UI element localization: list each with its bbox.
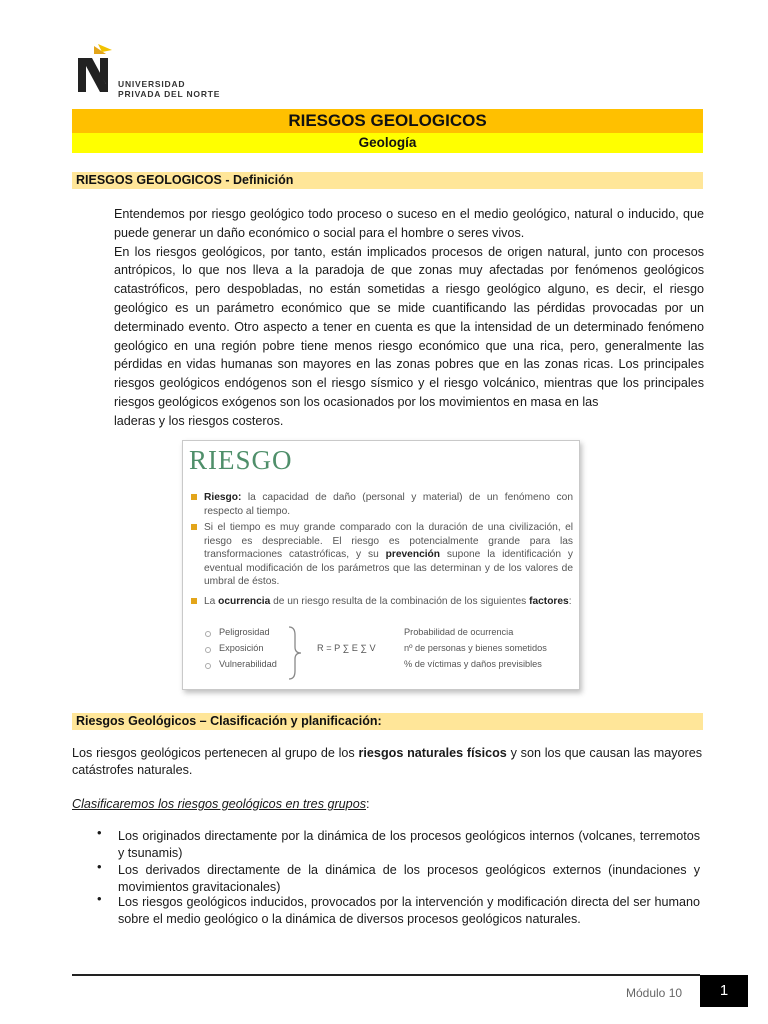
- circle-bullet-icon: [205, 631, 211, 637]
- description-victimas: % de víctimas y daños previsibles: [404, 659, 542, 669]
- factor-exposicion: Exposición: [219, 643, 264, 653]
- paragraph-2-end: laderas y los riesgos costeros.: [114, 413, 284, 428]
- circle-bullet-icon: [205, 663, 211, 669]
- figure-item-riesgo: [191, 491, 573, 518]
- footer-divider: [72, 974, 700, 976]
- description-personas: nº de personas y bienes sometidos: [404, 643, 547, 653]
- figure-item3-text-b: de un riesgo resulta de la combinación de los siguientes: [270, 596, 530, 607]
- document-title: RIESGOS GEOLOGICOS: [72, 109, 703, 133]
- intro-text-a: Los riesgos geológicos pertenecen al grupo de los: [72, 746, 359, 760]
- clasificacion-intro: [72, 745, 702, 778]
- groups-label: [72, 795, 702, 814]
- figure-title: RIESGO: [189, 445, 293, 475]
- factor-vulnerabilidad: Vulnerabilidad: [219, 659, 277, 669]
- definition-paragraph: [114, 205, 704, 431]
- description-probabilidad: Probabilidad de ocurrencia: [404, 627, 514, 637]
- bullet-icon: •: [97, 859, 102, 874]
- curly-brace-icon: [287, 625, 305, 681]
- groups-label-colon: :: [366, 797, 370, 811]
- list-item: Los riesgos geológicos inducidos, provocados por la intervención y modificación directa del ser humano sobre el medio geológico o la dinámica de diversos procesos geológicos naturales.: [118, 895, 700, 926]
- list-item: Los originados directamente por la dinámica de los procesos geológicos internos (volcanes, terremotos y tsunamis): [118, 829, 700, 860]
- riesgo-figure: [182, 440, 580, 690]
- paragraph-2: En los riesgos geológicos, por tanto, están implicados procesos de origen natural, junto con procesos antrópicos, lo que nos lleva a la paradoja de que zonas muy afectadas por fenómenos geológicos catastróficos, pero despobladas, no están sometidas a riesgo geológico alguno, es decir, el riesgo geológico es un parámetro económico que se mide cuantificando las pérdidas provocadas por un determinado evento. Otro aspecto a tener en cuenta es que la intensidad de un determinado fenómeno geológico en una región pobre tiene menos riesgo económico que una rica, pero, generalmente las pérdidas en vidas humanas son mayores en las zonas pobres que en las zonas ricas. Los principales riesgos geológicos endógenos son el riesgo sísmico y el riesgo volcánico, mientras que los principales riesgos geológicos exógenos son los ocasionados por los movimientos en masa en las: [114, 244, 704, 409]
- square-bullet-icon: [191, 524, 197, 530]
- logo-text: [118, 79, 220, 99]
- factor-peligrosidad: Peligrosidad: [219, 627, 270, 637]
- risk-formula: R = P ∑ E ∑ V: [317, 643, 376, 653]
- logo-line-1: UNIVERSIDAD: [118, 79, 186, 89]
- circle-bullet-icon: [205, 647, 211, 653]
- logo-n-icon: [76, 44, 120, 102]
- figure-item3-text-c: :: [568, 596, 572, 607]
- groups-label-text: Clasificaremos los riesgos geológicos en tres grupos: [72, 797, 366, 811]
- figure-item-ocurrencia: [191, 595, 573, 609]
- figure-item2-text-a: Si el tiempo es muy grande comparado con la duración de una civilización, el riesgo es despreciable. El riesgo es potencialmente grande para las transformaciones catastróficas, y su: [204, 522, 573, 560]
- figure-item1-text: la capacidad de daño (personal y material) de un fenómeno con respecto al tiempo.: [204, 492, 573, 517]
- intro-text-b: y son los que causan las mayores catástrofes naturales.: [72, 746, 702, 777]
- square-bullet-icon: [191, 598, 197, 604]
- figure-item3-bold2: factores: [529, 596, 569, 607]
- figure-item2-text-b: supone la identificación y eventual modificación de los parámetros que las determinan y de los valores de umbral de éstos.: [204, 549, 573, 587]
- document-subtitle: Geología: [72, 133, 703, 153]
- intro-bold: riesgos naturales físicos: [358, 746, 507, 760]
- page-number: 1: [700, 975, 748, 1007]
- figure-item3-text-a: La: [204, 596, 219, 607]
- figure-item1-bold: Riesgo:: [204, 492, 242, 503]
- figure-item3-bold1: ocurrencia: [218, 596, 271, 607]
- footer-module-label: Módulo 10: [626, 986, 683, 1000]
- section-heading-definition: RIESGOS GEOLOGICOS - Definición: [72, 172, 703, 189]
- paragraph-1: Entendemos por riesgo geológico todo proceso o suceso en el medio geológico, natural o inducido, que puede generar un daño económico o social para el hombre o seres vivos.: [114, 207, 704, 240]
- logo-line-2: PRIVADA DEL NORTE: [118, 89, 221, 99]
- square-bullet-icon: [191, 494, 197, 500]
- bullet-icon: •: [97, 891, 102, 906]
- figure-item-tiempo: [191, 521, 573, 589]
- section-heading-clasificacion: Riesgos Geológicos – Clasificación y planificación:: [72, 713, 703, 730]
- figure-item2-bold: prevención: [385, 549, 441, 560]
- list-item: Los derivados directamente de la dinámica de los procesos geológicos externos (inundaciones y movimientos gravitacionales): [118, 863, 700, 894]
- bullet-icon: •: [97, 825, 102, 840]
